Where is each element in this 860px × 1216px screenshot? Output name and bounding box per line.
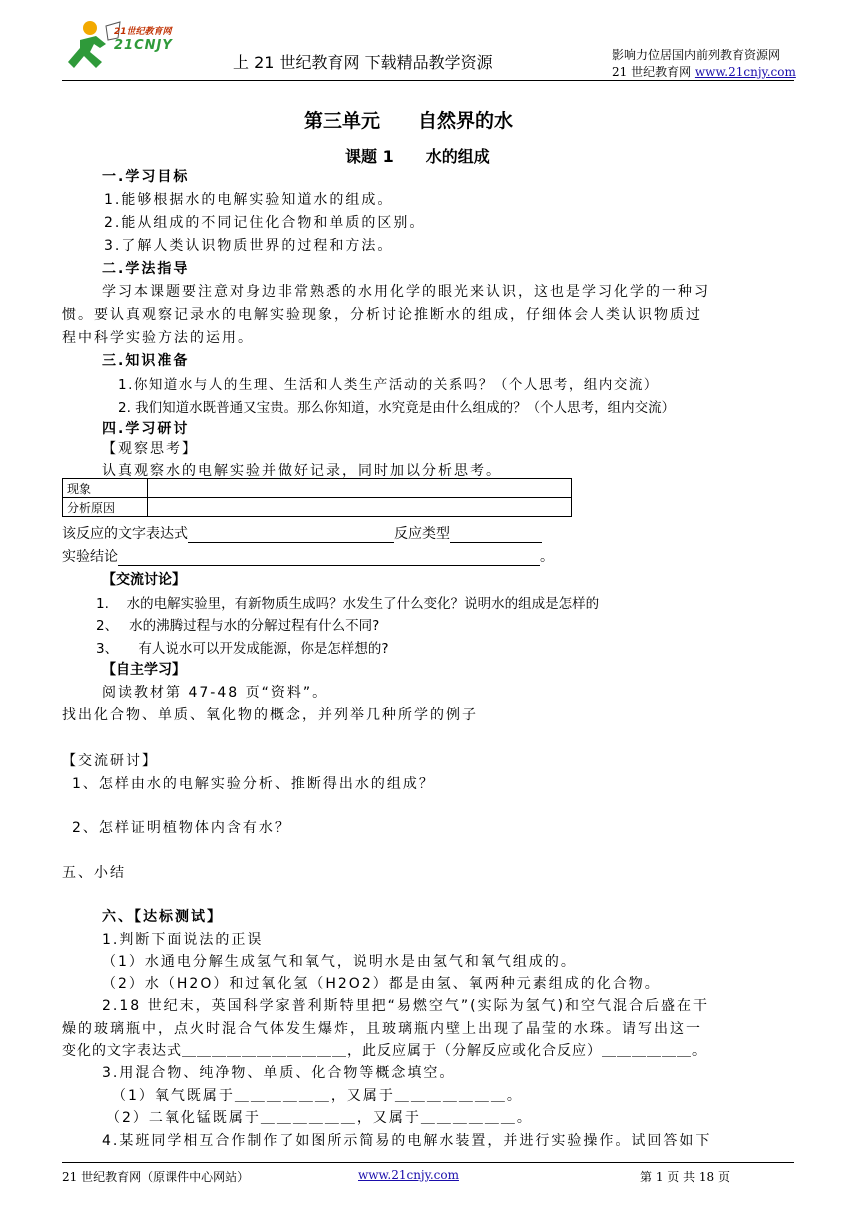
discuss-item-3: 3、 有人说水可以开发成能源，你是怎样想的? [96,641,389,657]
sec2-line-1: 学习本课题要注意对身边非常熟悉的水用化学的眼光来认识，这也是学习化学的一种习 [102,284,710,300]
q3-b: （2）二氧化锰既属于＿＿＿＿＿＿，又属于＿＿＿＿＿＿。 [106,1110,533,1126]
reaction-type-blank[interactable] [450,528,542,543]
expression-blank[interactable] [188,528,394,543]
observation-table [62,478,572,517]
table-cell-analysis[interactable] [148,498,572,517]
table-label-analysis: 分析原因 [63,498,148,517]
header-right-prefix: 21 世纪教育网 [612,65,695,79]
sec3-heading: 三.知识准备 [102,353,190,369]
table-row [63,479,572,498]
sec4-heading: 四.学习研讨 [102,421,190,437]
exchange-heading: 【交流研讨】 [62,753,158,769]
expression-label: 该反应的文字表达式 [62,526,188,542]
q4: 4.某班同学相互合作制作了如图所示简易的电解水装置，并进行实验操作。试回答如下 [102,1133,712,1149]
footer-left: 21 世纪教育网（原课件中心网站） [62,1170,250,1184]
header-rule [62,80,794,81]
q3-a: （1）氧气既属于＿＿＿＿＿＿，又属于＿＿＿＿＿＿＿。 [112,1088,523,1104]
exchange-item-2: 2、怎样证明植物体内含有水？ [72,820,291,836]
q2-line-3: 变化的文字表达式＿＿＿＿＿＿＿＿＿＿＿，此反应属于（分解反应或化合反应）＿＿＿＿＿＿。 [62,1043,707,1059]
self-study-text: 阅读教材第 47-48 页“资料”。 [102,685,329,701]
footer-page-number: 第 1 页 共 18 页 [640,1170,730,1184]
table-cell-phenomenon[interactable] [148,479,572,498]
conclusion-label: 实验结论 [62,549,118,565]
sec5-heading: 五、小结 [62,865,126,881]
footer-site-link[interactable]: www.21cnjy.com [358,1168,459,1182]
sec2-line-3: 程中科学实验方法的运用。 [62,330,254,346]
table-row [63,498,572,517]
q2-line-2: 燥的玻璃瓶中，点火时混合气体发生爆炸，且玻璃瓶内壁上出现了晶莹的水珠。请写出这一 [62,1021,702,1037]
discuss-item-1: 1. 水的电解实验里，有新物质生成吗？水发生了什么变化？说明水的组成是怎样的 [96,596,600,612]
reaction-type-label: 反应类型 [394,526,450,542]
sec6-heading: 六、【达标测试】 [102,909,223,925]
q2-line-1: 2.18 世纪末，英国科学家普利斯特里把“易燃空气”(实际为氢气)和空气混合后盛在干 [102,998,710,1014]
self-study-task: 找出化合物、单质、氧化物的概念，并列举几种所学的例子 [62,707,478,723]
expression-line [62,523,542,543]
sec3-item-2: 2. 我们知道水既普通又宝贵。那么你知道，水究竟是由什么组成的？（个人思考，组内交流） [118,400,676,416]
sec3-item-1: 1.你知道水与人的生理、生活和人类生产活动的关系吗？（个人思考，组内交流） [118,377,659,393]
sec1-heading: 一.学习目标 [102,169,190,185]
table-label-phenomenon: 现象 [63,479,148,498]
observe-heading: 【观察思考】 [102,441,198,457]
sec1-item-2: 2.能从组成的不同记住化合物和单质的区别。 [104,215,426,231]
header-site-link[interactable]: www.21cnjy.com [694,65,796,79]
conclusion-blank[interactable] [118,551,540,566]
q1-b: （2）水（H2O）和过氧化氢（H2O2）都是由氢、氧两种元素组成的化合物。 [102,976,661,992]
q3: 3.用混合物、纯净物、单质、化合物等概念填空。 [102,1065,456,1081]
conclusion-end: 。 [540,549,554,565]
observe-text: 认真观察水的电解实验并做好记录，同时加以分析思考。 [102,463,502,479]
header-right-line1: 影响力位居国内前列教育资源网 [612,48,781,62]
lesson-title: 课题 1 水的组成 [345,147,490,166]
self-study-heading: 【自主学习】 [102,662,186,678]
logo-text: 21世纪教育网 [114,27,172,37]
q1: 1.判断下面说法的正误 [102,932,264,948]
sec1-item-1: 1.能够根据水的电解实验知道水的组成。 [104,192,394,208]
sec2-line-2: 惯。要认真观察记录水的电解实验现象，分析讨论推断水的组成，仔细体会人类认识物质过 [62,307,702,323]
q1-a: （1）水通电分解生成氢气和氧气，说明水是由氢气和氧气组成的。 [102,954,577,970]
logo-subtext: 21CNJY [114,38,173,53]
discuss-heading: 【交流讨论】 [102,572,186,588]
unit-title: 第三单元 自然界的水 [304,110,514,132]
header-slogan: 上 21 世纪教育网 下载精品教学资源 [233,53,493,72]
header-right-line2 [612,63,796,80]
sec2-heading: 二.学法指导 [102,261,190,277]
exchange-item-1: 1、怎样由水的电解实验分析、推断得出水的组成？ [72,776,435,792]
sec1-item-3: 3.了解人类认识物质世界的过程和方法。 [104,238,394,254]
footer-rule [62,1162,794,1163]
discuss-item-2: 2、 水的沸腾过程与水的分解过程有什么不同? [96,618,380,634]
site-logo [62,18,186,78]
conclusion-line [62,546,554,566]
